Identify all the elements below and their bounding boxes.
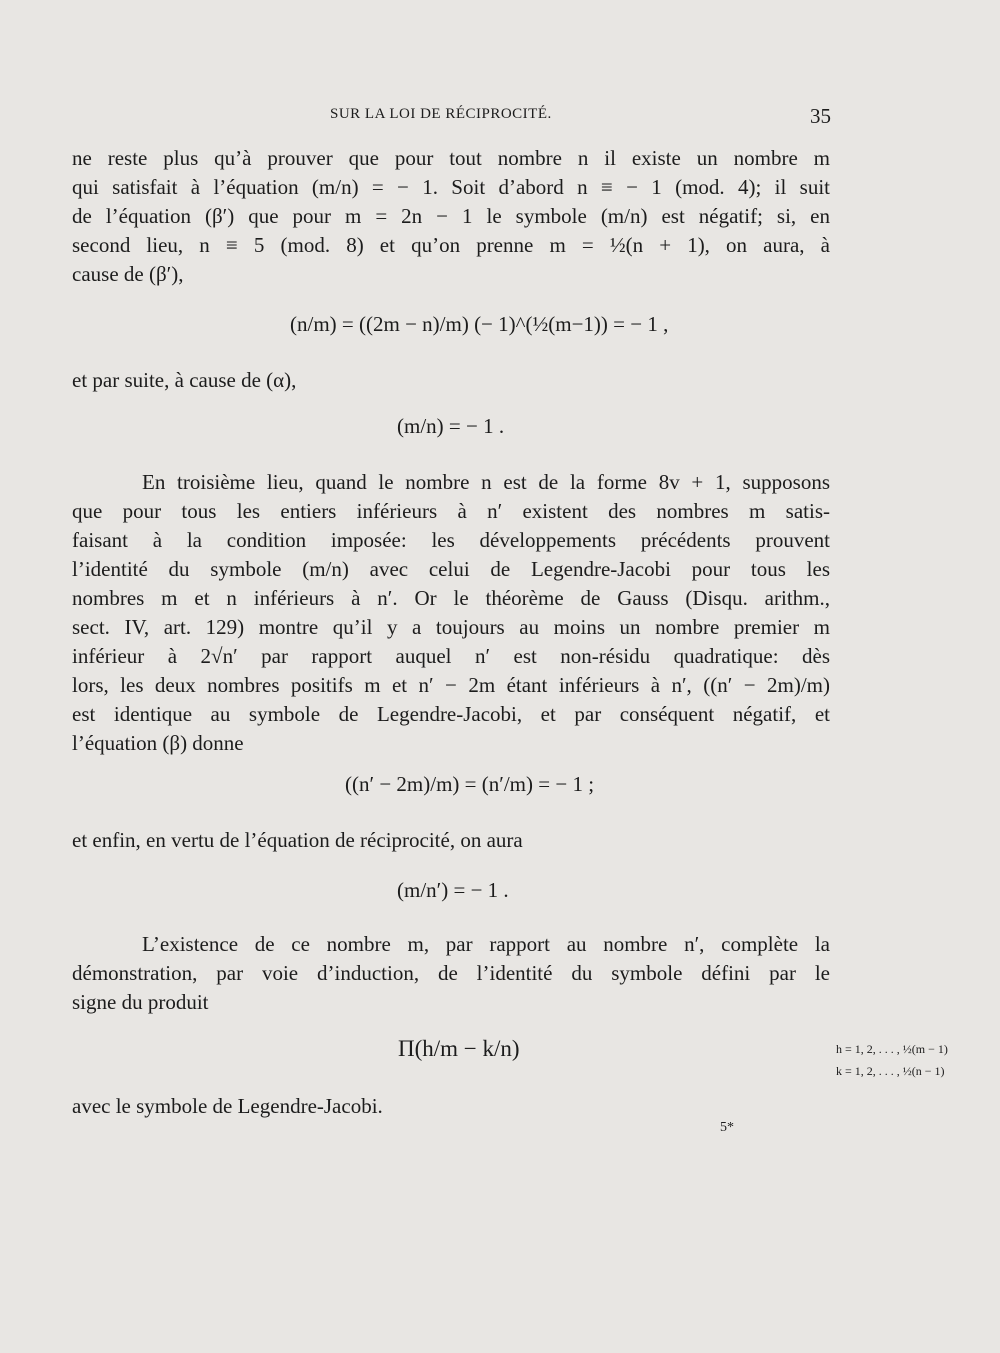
- text-line: démonstration, par voie d’induction, de l’identité du symbole défini par le: [72, 961, 830, 985]
- text-line: de l’équation (β′) que pour m = 2n − 1 le symbole (m/n) est négatif; si, en: [72, 204, 830, 228]
- text-line: avec le symbole de Legendre-Jacobi.: [72, 1094, 383, 1118]
- text-line: nombres m et n inférieurs à n′. Or le théorème de Gauss (Disqu. arithm.,: [72, 586, 830, 610]
- text-line: L’existence de ce nombre m, par rapport au nombre n′, complète la: [142, 932, 830, 956]
- paragraph-3: [72, 468, 830, 758]
- text-line: est identique au symbole de Legendre-Jacobi, et par conséquent négatif, et: [72, 702, 830, 726]
- page-number: 35: [810, 104, 831, 128]
- text-line: second lieu, n ≡ 5 (mod. 8) et qu’on prenne m = ½(n + 1), on aura, à: [72, 233, 830, 257]
- text-line: l’identité du symbole (m/n) avec celui de Legendre-Jacobi pour tous les: [72, 557, 830, 581]
- text-line: En troisième lieu, quand le nombre n est de la forme 8v + 1, supposons: [142, 470, 830, 494]
- signature-mark: 5*: [720, 1120, 734, 1135]
- text-line: et enfin, en vertu de l’équation de réciprocité, on aura: [72, 828, 523, 852]
- text-line: signe du produit: [72, 990, 209, 1014]
- running-head: [0, 104, 1000, 130]
- text-line: l’équation (β) donne: [72, 731, 244, 755]
- paragraph-2: [72, 366, 830, 395]
- text-line: faisant à la condition imposée: les développements précédents prouvent: [72, 528, 830, 552]
- running-title: SUR LA LOI DE RÉCIPROCITÉ.: [330, 106, 552, 122]
- range-line-k: k = 1, 2, . . . , ½(n − 1): [836, 1064, 945, 1078]
- equation-2: (m/n) = − 1 .: [397, 414, 505, 438]
- paragraph-4: [72, 826, 830, 855]
- paragraph-1: [72, 144, 830, 289]
- text-line: ne reste plus qu’à prouver que pour tout nombre n il existe un nombre m: [72, 146, 830, 170]
- text-line: inférieur à 2√n′ par rapport auquel n′ est non-résidu quadratique: dès: [72, 644, 830, 668]
- text-line: que pour tous les entiers inférieurs à n′ existent des nombres m satis-: [72, 499, 830, 523]
- equation-3: ((n′ − 2m)/m) = (n′/m) = − 1 ;: [345, 772, 595, 796]
- equation-5: Π(h/m − k/n): [398, 1036, 520, 1061]
- paragraph-5: [72, 930, 830, 1017]
- text-line: et par suite, à cause de (α),: [72, 368, 297, 392]
- equation-1: (n/m) = ((2m − n)/m) (− 1)^(½(m−1)) = − 1 ,: [290, 312, 669, 336]
- range-line-h: h = 1, 2, . . . , ½(m − 1): [836, 1042, 948, 1056]
- paragraph-6: [72, 1092, 830, 1121]
- equation-4: (m/n′) = − 1 .: [397, 878, 509, 902]
- text-line: lors, les deux nombres positifs m et n′ − 2m étant inférieurs à n′, ((n′ − 2m)/m): [72, 673, 830, 697]
- text-line: sect. IV, art. 129) montre qu’il y a toujours au moins un nombre premier m: [72, 615, 830, 639]
- product-range: [836, 1038, 948, 1082]
- text-line: cause de (β′),: [72, 262, 184, 286]
- text-line: qui satisfait à l’équation (m/n) = − 1. Soit d’abord n ≡ − 1 (mod. 4); il suit: [72, 175, 830, 199]
